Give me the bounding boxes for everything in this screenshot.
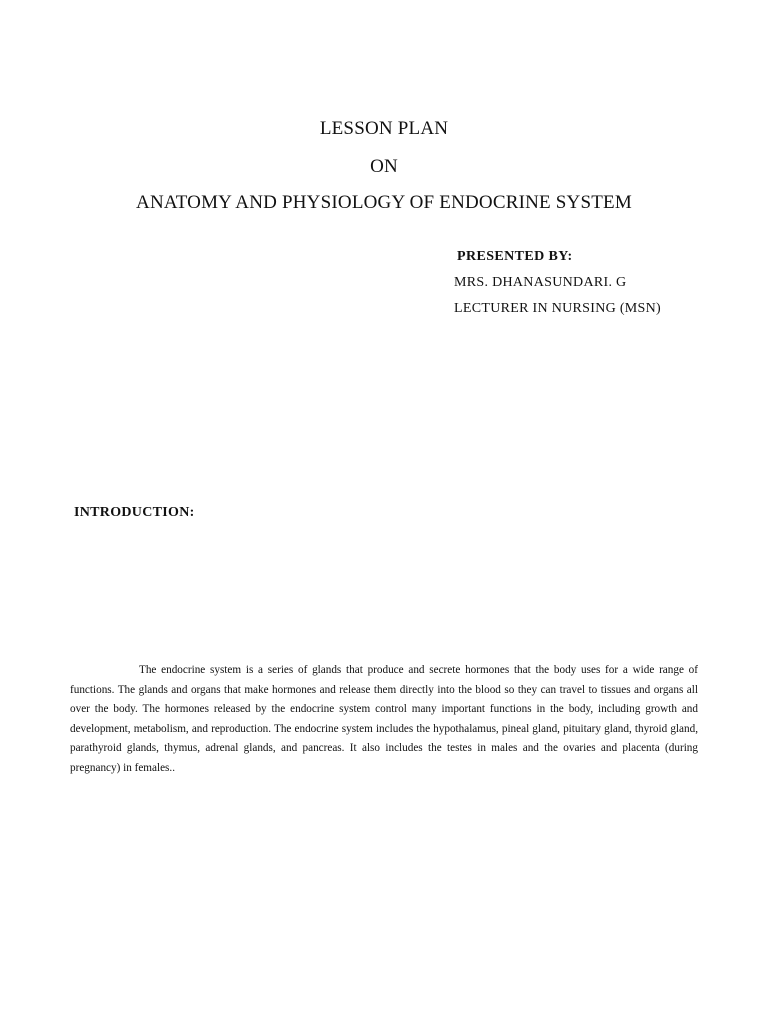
title-lesson-plan: LESSON PLAN: [319, 118, 449, 139]
title-topic: ANATOMY AND PHYSIOLOGY OF ENDOCRINE SYSTEM: [136, 192, 632, 213]
presenter-block: [454, 249, 661, 327]
presenter-name: MRS. DHANASUNDARI. G: [454, 275, 627, 290]
title-on: ON: [370, 156, 398, 177]
introduction-heading: INTRODUCTION:: [74, 505, 195, 520]
introduction-paragraph: The endocrine system is a series of glands that produce and secrete hormones that the body uses for a wide range of functions. The glands and organs that make hormones and release them directly into the blood so they can travel to tissues and organs all over the body. The hormones released by the endocrine system control many important functions in the body, including growth and development, metabolism, and reproduction. The endocrine system includes the hypothalamus, pineal gland, pituitary gland, thyroid gland, parathyroid glands, thymus, adrenal glands, and pancreas. It also includes the testes in males and the ovaries and placenta (during pregnancy) in females..: [70, 664, 698, 774]
presented-by-label: PRESENTED BY:: [457, 249, 573, 264]
presenter-position: LECTURER IN NURSING (MSN): [454, 301, 661, 316]
